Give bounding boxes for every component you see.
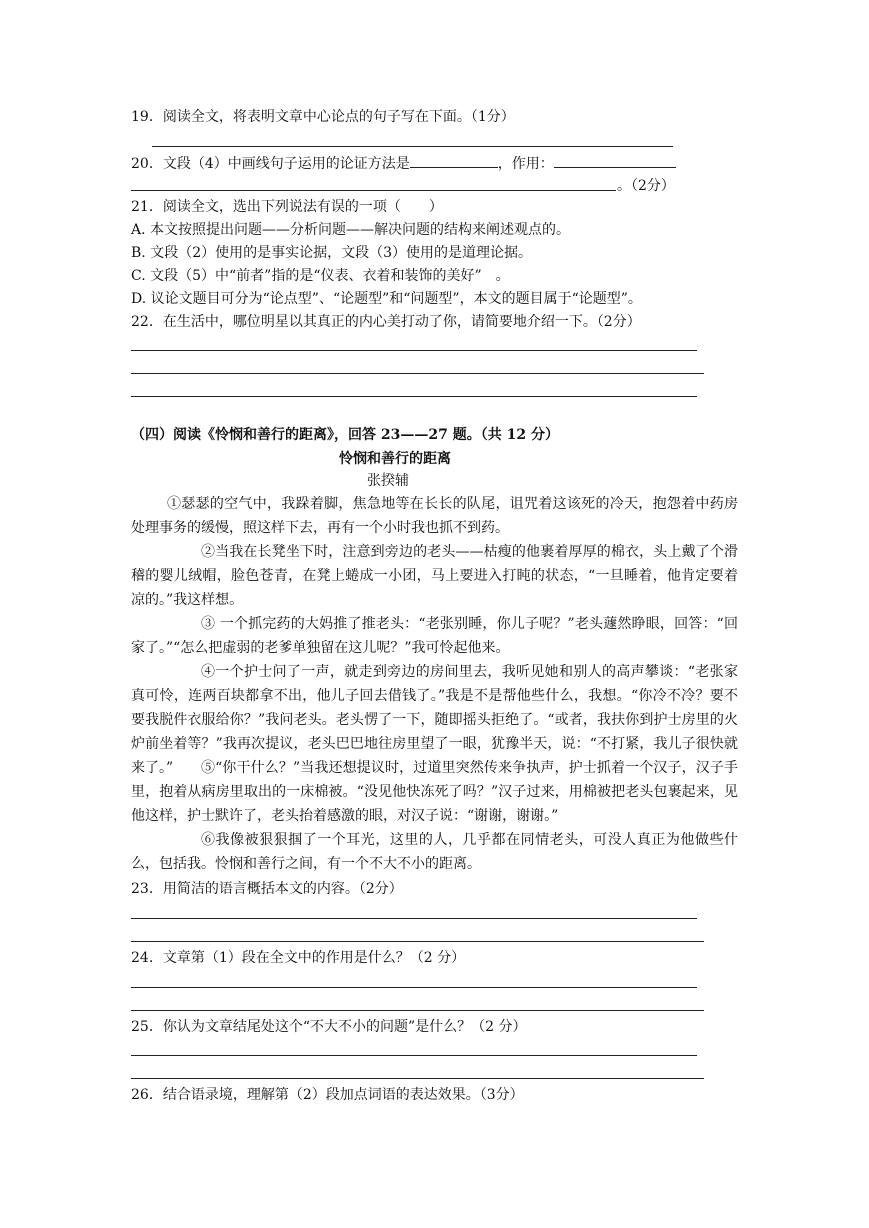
question-22: 22．在生活中，哪位明星以其真正的内心美打动了你，请简要地介绍一下。（2分） xyxy=(131,314,641,330)
article-paragraph: ③ 一个抓完药的大妈推了推老头：“老张别睡，你儿子呢？”老头蘧然睁眼，回答：“回家了。”“怎么把虚弱的老爹单独留在这儿呢？”我可怜起他来。 xyxy=(131,616,738,656)
answer-line xyxy=(131,190,616,191)
answer-line xyxy=(131,350,697,351)
answer-line xyxy=(152,146,673,147)
question-23: 23．用简洁的语言概括本文的内容。（2分） xyxy=(131,881,403,897)
answer-line xyxy=(131,987,697,988)
option-c: C. 文段（5）中“前者”指的是“仪表、衣着和装饰的美好” 。 xyxy=(131,268,510,284)
answer-line xyxy=(131,918,697,919)
answer-blank xyxy=(554,153,676,168)
option-d: D. 议论文题目可分为“论点型”、“论题型”和“问题型”，本文的题目属于“论题型”。 xyxy=(131,291,642,307)
article-paragraph: ⑥我像被狠狠掴了一个耳光，这里的人，几乎都在同情老头，可没人真正为他做些什么，包括我。怜悯和善行之间，有一个不大不小的距离。 xyxy=(131,832,738,872)
article-paragraph: ②当我在长凳坐下时，注意到旁边的老头——枯瘦的他裹着厚厚的棉衣，头上戴了个滑稽的婴儿绒帽，脸色苍青，在凳上蜷成一小团，马上要进入打盹的状态，“一旦睡着，他肯定要着凉的。”我这样想。 xyxy=(131,544,738,608)
answer-line xyxy=(131,941,704,942)
article-paragraph: ⑤“你干什么？”当我还想提议时，过道里突然传来争执声，护士抓着一个汉子，汉子手里，抱着从病房里取出的一床棉被。“没见他快冻死了吗？”汉子过来，用棉被把老头包裹起来，见他这样，护士默许了，老头抬着感激的眼，对汉子说：“谢谢，谢谢。” xyxy=(131,760,738,824)
question-20-prefix: 20．文段（4）中画线句子运用的论证方法是 xyxy=(131,156,410,172)
question-24: 24．文章第（1）段在全文中的作用是什么？（2 分） xyxy=(131,950,466,966)
option-b: B. 文段（2）使用的是事实论据，文段（3）使用的是道理论据。 xyxy=(131,245,533,261)
answer-line xyxy=(131,1010,704,1011)
question-21-stem: 21．阅读全文，选出下列说法有误的一项（ ） xyxy=(131,199,443,215)
answer-blank xyxy=(410,153,498,168)
question-20 xyxy=(131,153,676,174)
article-title: 怜悯和善行的距离 xyxy=(339,451,451,467)
answer-line xyxy=(131,1078,704,1079)
section-heading: （四）阅读《怜悯和善行的距离》，回答 23——27 题。（共 12 分） xyxy=(131,427,559,443)
answer-line xyxy=(131,1055,697,1056)
article-paragraph: ④一个护士问了一声，就走到旁边的房间里去，我听见她和别人的高声攀谈：“老张家真可怜，连两百块都拿不出，他儿子回去借钱了。”我是不是帮他些什么，我想。“你冷不冷？要不要我脱件衣服给你？”我问老头。老头愣了一下，随即摇头拒绝了。“或者，我扶你到护士房里的火炉前坐着等？”我再次提议，老头巴巴地往房里望了一眼，犹豫半天，说：“不打紧，我儿子很快就来了。” xyxy=(131,664,738,776)
article-paragraph: ①瑟瑟的空气中，我跺着脚，焦急地等在长长的队尾，诅咒着这该死的冷天，抱怨着中药房处理事务的缓慢，照这样下去，再有一个小时我也抓不到药。 xyxy=(131,496,738,536)
question-26: 26．结合语录境，理解第（2）段加点词语的表达效果。（3分） xyxy=(131,1087,524,1103)
answer-line xyxy=(131,396,697,397)
answer-line xyxy=(131,373,704,374)
question-25: 25．你认为文章结尾处这个“不大不小的问题”是什么？（2 分） xyxy=(131,1019,527,1035)
question-20-suffix: 。（2分） xyxy=(617,178,675,194)
option-a: A. 本文按照提出问题——分析问题——解决问题的结构来阐述观点的。 xyxy=(131,222,571,238)
article-author: 张揆辅 xyxy=(367,473,409,489)
question-19: 19．阅读全文，将表明文章中心论点的句子写在下面。（1分） xyxy=(131,109,515,125)
question-20-mid: ，作用： xyxy=(497,156,554,172)
